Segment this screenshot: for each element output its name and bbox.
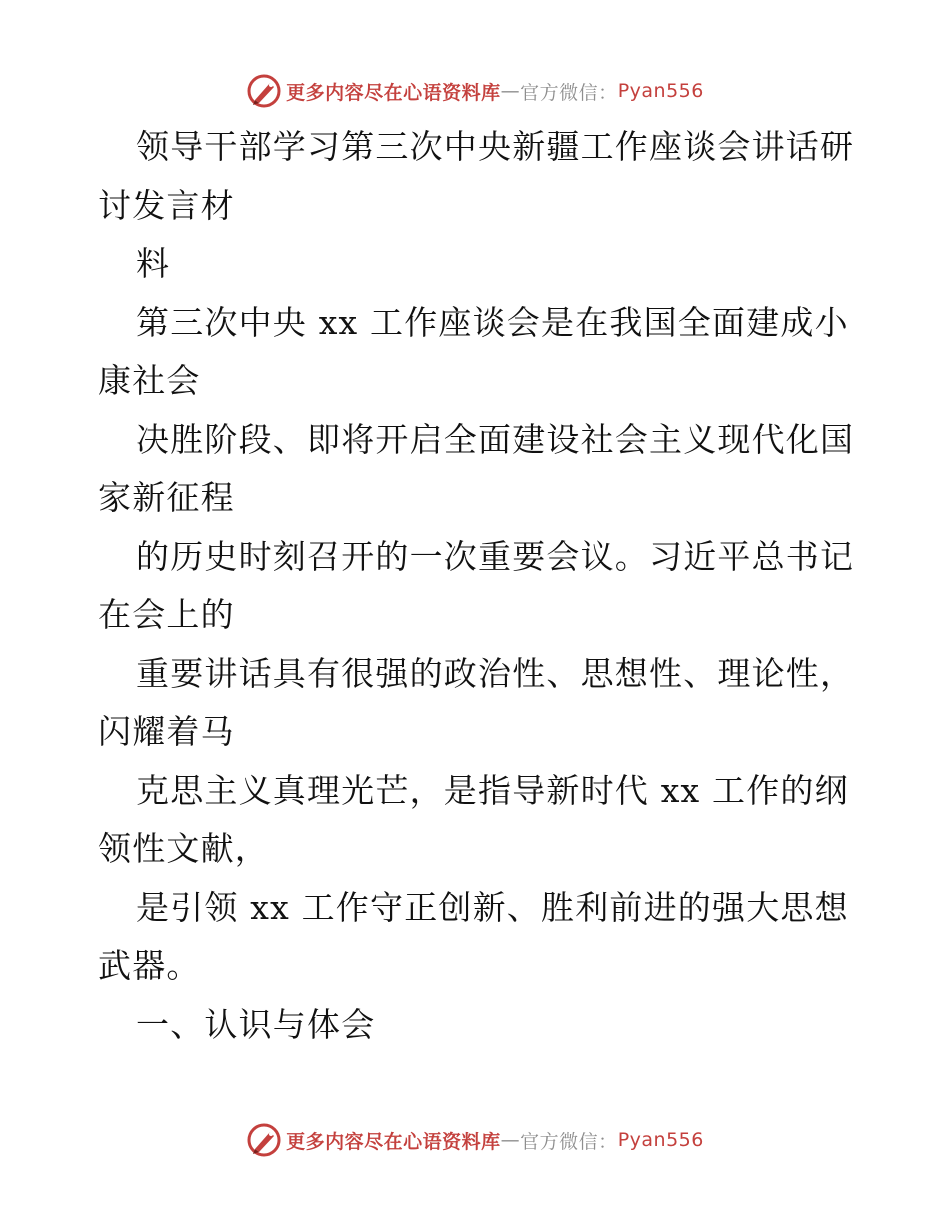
- title-line: 料: [136, 244, 171, 283]
- watermark-separator: —: [500, 80, 521, 102]
- paragraph-line: 重要讲话具有很强的政治性、思想性、理论性，: [136, 653, 855, 693]
- watermark-main-text: 更多内容尽在心语资料库: [286, 81, 501, 104]
- paragraph-line: 是引领 xx 工作守正创新、胜利前进的强大思想: [136, 887, 849, 927]
- pen-logo-icon: [246, 1122, 282, 1158]
- paragraph-line: 决胜阶段、即将开启全面建设社会主义现代化国: [136, 419, 855, 459]
- paragraph-line: 康社会: [98, 361, 201, 400]
- section-heading: 一、认识与体会: [136, 1004, 376, 1044]
- paragraph-line: 的历史时刻召开的一次重要会议。习近平总书记: [136, 536, 855, 576]
- watermark-wechat-id: Pyan556: [617, 1129, 704, 1151]
- paragraph-line: 家新征程: [98, 478, 235, 517]
- paragraph-line: 武器。: [98, 946, 201, 985]
- paragraph-line: 克思主义真理光芒，是指导新时代 xx 工作的纲: [136, 770, 849, 810]
- watermark-wechat-id: Pyan556: [617, 80, 704, 102]
- watermark-main-text: 更多内容尽在心语资料库: [286, 1130, 501, 1153]
- paragraph-line: 在会上的: [98, 595, 235, 634]
- title-line: 讨发言材: [98, 185, 235, 225]
- pen-logo-icon: [246, 73, 282, 109]
- paragraph-line: 第三次中央 xx 工作座谈会是在我国全面建成小: [136, 302, 849, 342]
- watermark-separator: —: [500, 1129, 521, 1151]
- title-line: 领导干部学习第三次中央新疆工作座谈会讲话研: [136, 127, 855, 166]
- document-body: [98, 118, 858, 1054]
- footer-watermark: [0, 1120, 950, 1160]
- paragraph-line: 闪耀着马: [98, 712, 235, 751]
- paragraph-line: 领性文献，: [98, 829, 269, 868]
- watermark-wechat-label: 官方微信：: [520, 1130, 618, 1153]
- header-watermark: [0, 71, 950, 111]
- watermark-wechat-label: 官方微信：: [520, 81, 618, 104]
